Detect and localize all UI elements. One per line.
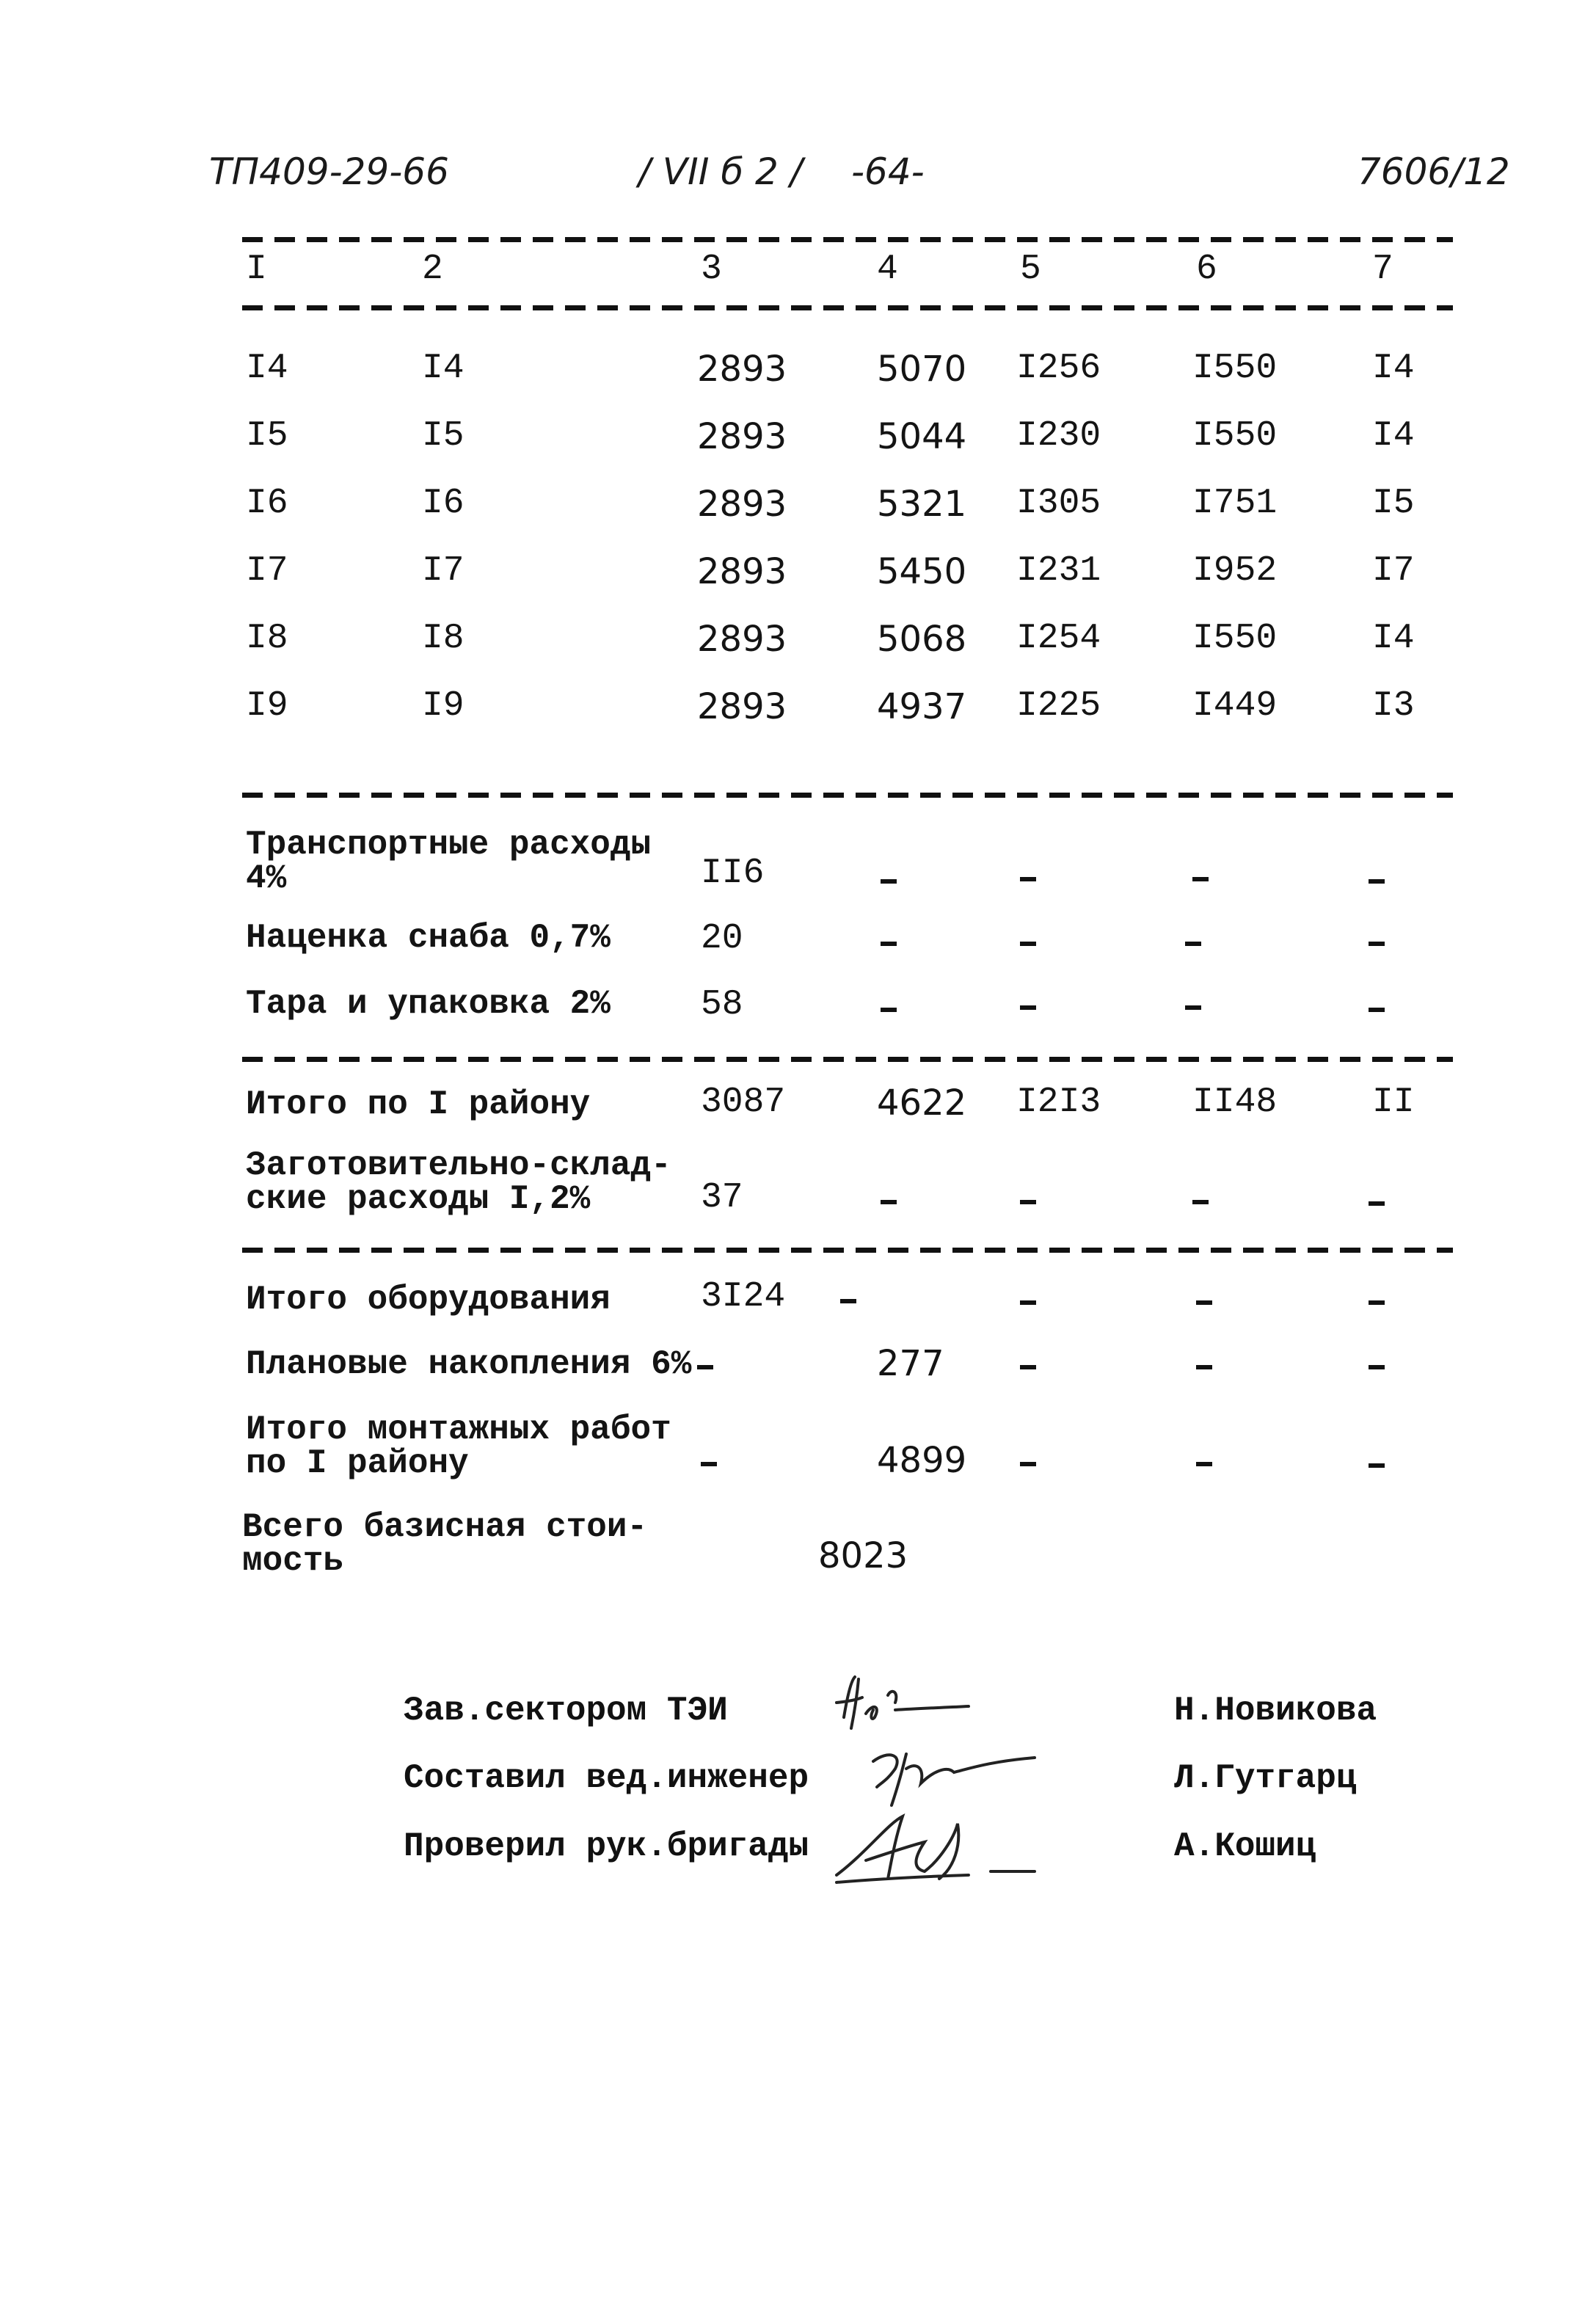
album-number: / VII б 2 / <box>638 150 803 193</box>
empty-dash <box>1185 1005 1201 1010</box>
section-rule <box>242 1057 1453 1062</box>
total-equipment-label: Итого оборудования <box>246 1281 611 1319</box>
total-district-col4: 4622 <box>877 1082 967 1124</box>
column-header: 5 <box>1020 250 1041 289</box>
empty-dash <box>1369 1463 1385 1468</box>
empty-dash <box>1369 1201 1385 1206</box>
cell: I8 <box>246 619 288 658</box>
cell: I231 <box>1016 551 1101 591</box>
planned-savings-value: 277 <box>877 1343 944 1384</box>
total-installation-label: Итого монтажных работ по I району <box>246 1411 671 1482</box>
cell: I5 <box>422 416 464 456</box>
total-equipment-value: 3I24 <box>701 1277 786 1317</box>
cell: I225 <box>1016 686 1101 726</box>
cell: I550 <box>1192 416 1278 456</box>
empty-dash <box>881 942 897 946</box>
empty-dash <box>881 1200 897 1204</box>
cell: I6 <box>422 484 464 523</box>
empty-dash <box>701 1462 717 1466</box>
total-district-col3: 3087 <box>701 1082 786 1122</box>
column-header: 6 <box>1196 250 1217 289</box>
cell: 5321 <box>877 484 967 525</box>
signature-novikova <box>829 1673 976 1739</box>
empty-dash <box>1369 1008 1385 1012</box>
total-district-label: Итого по I району <box>246 1085 591 1124</box>
cell: 5068 <box>877 619 967 660</box>
cell: I5 <box>1372 484 1415 523</box>
empty-dash <box>881 1008 897 1012</box>
empty-dash <box>1196 1462 1212 1466</box>
total-district-col6: II48 <box>1192 1082 1278 1122</box>
empty-dash <box>1196 1365 1212 1369</box>
signature-koshits <box>822 1809 1042 1890</box>
total-base-value: 8023 <box>818 1535 908 1576</box>
empty-dash <box>697 1365 713 1369</box>
cell: I952 <box>1192 551 1278 591</box>
cell: I305 <box>1016 484 1101 523</box>
page-number: -64- <box>851 150 925 193</box>
total-base-label: Всего базисная стои- мость <box>242 1508 648 1580</box>
signature-role: Составил вед.инженер <box>404 1759 809 1797</box>
signature-name: А.Кошиц <box>1174 1827 1316 1866</box>
packaging-value: 58 <box>701 985 743 1025</box>
transport-value: II6 <box>701 854 765 893</box>
empty-dash <box>1192 877 1209 881</box>
empty-dash <box>1369 879 1385 884</box>
cell: I9 <box>246 686 288 726</box>
cell: I4 <box>422 349 464 388</box>
empty-dash <box>840 1299 856 1303</box>
cell: 2893 <box>697 619 787 660</box>
cell: I254 <box>1016 619 1101 658</box>
cell: I550 <box>1192 349 1278 388</box>
cell: I5 <box>246 416 288 456</box>
column-header: I <box>246 250 267 289</box>
signature-name: Л.Гутгарц <box>1174 1759 1357 1797</box>
empty-dash <box>1020 1005 1036 1010</box>
cell: I8 <box>422 619 464 658</box>
planned-savings-label: Плановые накопления 6% <box>246 1345 692 1383</box>
cell: I6 <box>246 484 288 523</box>
section-rule <box>242 1248 1453 1253</box>
cell: 5450 <box>877 551 967 592</box>
section-rule <box>242 793 1453 798</box>
total-district-col7: II <box>1372 1082 1415 1122</box>
procurement-label: Заготовительно-склад- ские расходы I,2% <box>246 1146 671 1218</box>
markup-label: Наценка снаба 0,7% <box>246 919 611 957</box>
cell: 2893 <box>697 484 787 525</box>
packaging-label: Тара и упаковка 2% <box>246 985 611 1023</box>
cell: 5044 <box>877 416 967 457</box>
column-header: 7 <box>1372 250 1393 289</box>
column-header: 4 <box>877 250 898 289</box>
cell: 2893 <box>697 551 787 592</box>
cell: I751 <box>1192 484 1278 523</box>
empty-dash <box>1369 1365 1385 1369</box>
table-header-rule <box>242 305 1453 310</box>
empty-dash <box>1020 877 1036 881</box>
procurement-value: 37 <box>701 1178 743 1218</box>
sheet-number: 7606/12 <box>1358 150 1510 193</box>
cell: I4 <box>1372 619 1415 658</box>
total-district-col5: I2I3 <box>1016 1082 1101 1122</box>
empty-dash <box>1020 1300 1036 1305</box>
cell: 4937 <box>877 686 967 727</box>
cell: I256 <box>1016 349 1101 388</box>
column-header: 2 <box>422 250 443 289</box>
signature-gutgarts <box>866 1739 1042 1813</box>
table-top-rule <box>242 237 1453 242</box>
column-header: 3 <box>701 250 722 289</box>
empty-dash <box>1020 1365 1036 1369</box>
empty-dash <box>1196 1300 1212 1305</box>
cell: I4 <box>1372 349 1415 388</box>
empty-dash <box>881 879 897 884</box>
cell: I449 <box>1192 686 1278 726</box>
cell: I7 <box>246 551 288 591</box>
cell: 2893 <box>697 686 787 727</box>
cell: 2893 <box>697 416 787 457</box>
markup-value: 20 <box>701 919 743 958</box>
empty-dash <box>1020 1462 1036 1466</box>
cell: I230 <box>1016 416 1101 456</box>
cell: I7 <box>422 551 464 591</box>
empty-dash <box>1020 1200 1036 1204</box>
empty-dash <box>1020 942 1036 946</box>
cell: I550 <box>1192 619 1278 658</box>
cell: I3 <box>1372 686 1415 726</box>
signature-role: Проверил рук.бригады <box>404 1827 809 1866</box>
cell: 5070 <box>877 349 967 390</box>
cell: I7 <box>1372 551 1415 591</box>
empty-dash <box>1369 942 1385 946</box>
empty-dash <box>1192 1200 1209 1204</box>
total-installation-value: 4899 <box>877 1440 967 1481</box>
cell: I9 <box>422 686 464 726</box>
empty-dash <box>1369 1300 1385 1305</box>
signature-role: Зав.сектором ТЭИ <box>404 1692 728 1730</box>
signature-name: Н.Новикова <box>1174 1692 1377 1730</box>
doc-code: ТП409-29-66 <box>209 150 449 193</box>
empty-dash <box>1185 942 1201 946</box>
cell: I4 <box>246 349 288 388</box>
cell: 2893 <box>697 349 787 390</box>
cell: I4 <box>1372 416 1415 456</box>
transport-label: Транспортные расходы 4% <box>246 826 652 898</box>
